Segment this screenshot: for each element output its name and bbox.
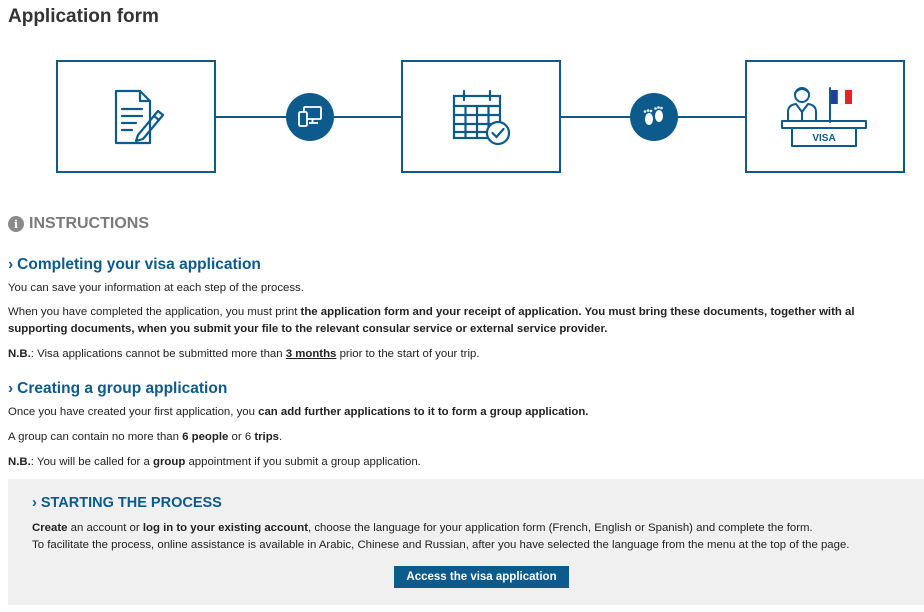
page-title: Application form xyxy=(8,6,159,27)
starting-process-line-2: To facilitate the process, online assistance is available in Arabic, Chinese and Russian, after you have selected the language from the menu at the top of the page. xyxy=(32,539,850,551)
instructions-title: INSTRUCTIONS xyxy=(29,215,149,232)
completing-nb: N.B.: Visa applications cannot be submitted more than 3 months prior to the start of your trip. xyxy=(8,348,480,360)
visa-label: VISA xyxy=(812,132,836,144)
instructions-header xyxy=(8,215,149,233)
section-heading-completing[interactable]: › Completing your visa application xyxy=(8,256,261,273)
step-visit xyxy=(630,93,678,141)
step-devices xyxy=(286,93,334,141)
chevron-right-icon: › xyxy=(8,256,14,273)
devices-icon xyxy=(296,104,324,130)
completing-paragraph-save: You can save your information at each step of the process. xyxy=(8,282,304,294)
section-heading-group[interactable]: › Creating a group application xyxy=(8,380,228,397)
step-application-form xyxy=(56,60,216,173)
group-paragraph-limit: A group can contain no more than 6 people or 6 trips. xyxy=(8,431,283,443)
form-pencil-icon xyxy=(104,85,168,149)
calendar-check-icon xyxy=(448,86,514,148)
footprints-icon xyxy=(640,104,668,130)
chevron-right-icon: › xyxy=(8,380,14,397)
starting-process-line-1: Create an account or log in to your existing account, choose the language for your application form (French, English or Spanish) and complete the form. xyxy=(32,522,813,534)
info-icon: i xyxy=(8,216,24,232)
step-appointment xyxy=(401,60,561,173)
access-visa-application-button[interactable]: Access the visa application xyxy=(394,566,569,588)
chevron-right-icon: › xyxy=(32,495,37,511)
step-visa-service xyxy=(745,60,905,173)
group-nb: N.B.: You will be called for a group appointment if you submit a group application. xyxy=(8,456,421,468)
group-paragraph-add: Once you have created your first application, you can add further applications to it to form a group application. xyxy=(8,406,589,418)
visa-desk-icon xyxy=(780,82,870,152)
three-months-link[interactable]: 3 months xyxy=(285,348,337,360)
flag-icon xyxy=(831,90,838,104)
completing-paragraph-print: When you have completed the application, you must print the application form and your receipt of application. You must bring these documents, together with al supporting documents, when you submit your file to the relevant consular service or external service provider. xyxy=(8,306,855,335)
starting-process-title: › STARTING THE PROCESS xyxy=(32,495,222,511)
starting-process-panel xyxy=(8,479,924,605)
